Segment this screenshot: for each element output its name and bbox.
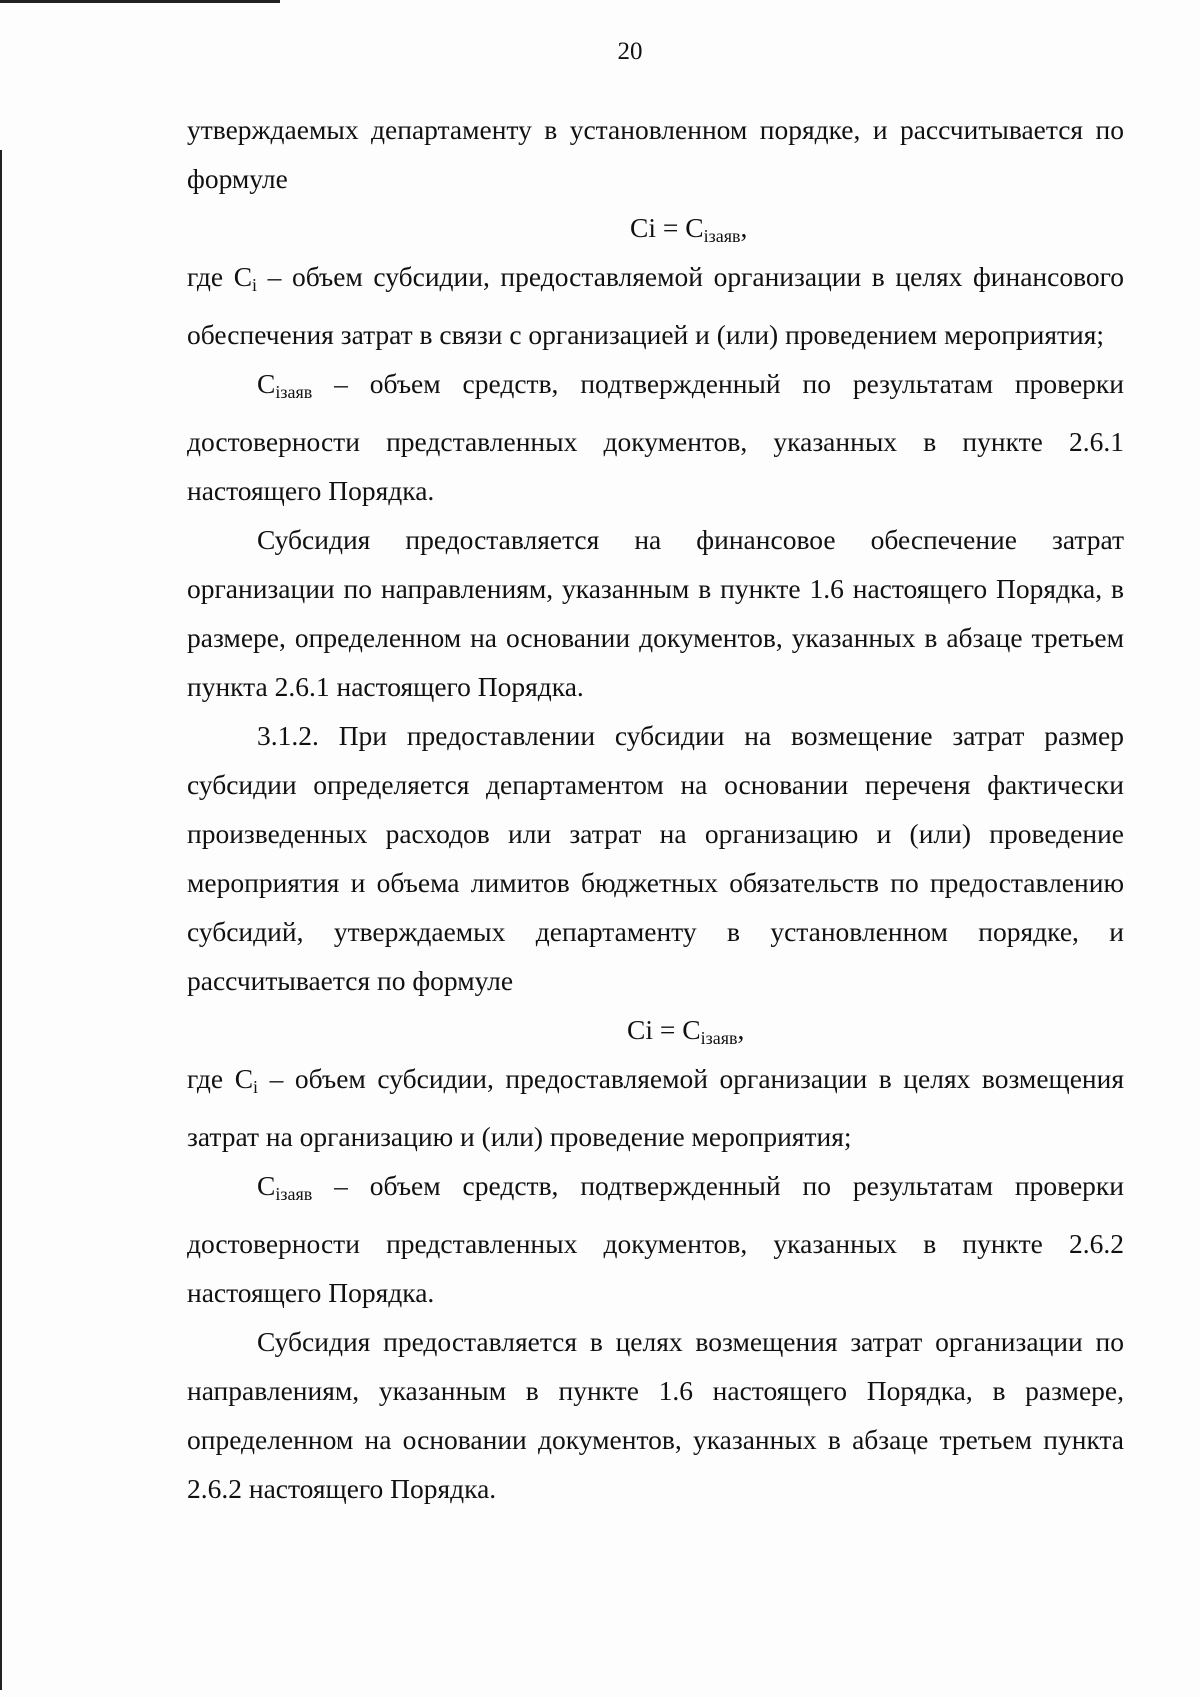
formula-2-lhs: Ci = C bbox=[627, 1014, 701, 1045]
symbol-subscript: i bbox=[253, 1077, 259, 1097]
definition-cizayav-2-symbol bbox=[257, 1170, 313, 1204]
symbol-subscript: i bbox=[252, 275, 258, 295]
formula-1-tail: , bbox=[740, 212, 748, 243]
definition-ci-2-symbol bbox=[234, 1063, 259, 1097]
definition-ci-1-symbol bbox=[233, 261, 258, 295]
paragraph-3-1-2: 3.1.2. При предоставлении субсидии на возмещение затрат размер субсидии определяется департаментом на основании переченя фактически произведенных расходов или затрат на организацию и (или) проведение мероприятия и объема лимитов бюджетных обязательств по предоставлению субсидий, утверждаемых департаменту в установленном порядке, и рассчитывается по формуле bbox=[187, 720, 1124, 996]
formula-1 bbox=[187, 203, 1124, 252]
symbol-c: C bbox=[234, 1063, 254, 1094]
symbol-c: C bbox=[233, 261, 253, 292]
paragraph-continuation: утверждаемых департаменту в установленном порядке, и рассчитывается по формуле bbox=[187, 114, 1124, 194]
definition-cizayav-2 bbox=[187, 1161, 1124, 1317]
symbol-c: C bbox=[257, 1170, 276, 1201]
definition-ci-1-lead: где bbox=[187, 261, 234, 292]
definition-cizayav-1-symbol bbox=[257, 368, 313, 402]
definition-cizayav-1-text: – объем средств, подтвержденный по результатам проверки достоверности представленных документов, указанных в пункте 2.6.1 настоящего Порядка. bbox=[187, 368, 1124, 506]
symbol-subscript: iзаяв bbox=[275, 382, 313, 402]
formula-2-subscript: iзаяв bbox=[700, 1028, 738, 1048]
paragraph-subsidy-financing: Субсидия предоставляется на финансовое обеспечение затрат организации по направлениям, указанным в пункте 1.6 настоящего Порядка, в размере, определенном на основании документов, указанных в абзаце третьем пункта 2.6.1 настоящего Порядка. bbox=[187, 524, 1124, 702]
page-number: 20 bbox=[617, 38, 643, 65]
paragraph-subsidy-reimbursement: Субсидия предоставляется в целях возмещения затрат организации по направлениям, указанным в пункте 1.6 настоящего Порядка, в размере, определенном на основании документов, указанных в абзаце третьем пункта 2.6.2 настоящего Порядка. bbox=[187, 1326, 1124, 1504]
formula-1-lhs: Ci = C bbox=[630, 212, 704, 243]
definition-cizayav-1 bbox=[187, 359, 1124, 515]
definition-ci-2-lead: где bbox=[187, 1063, 235, 1094]
formula-2-tail: , bbox=[737, 1014, 745, 1045]
definition-ci-2 bbox=[187, 1054, 1124, 1161]
definition-ci-1 bbox=[187, 252, 1124, 359]
scan-artifact-top-line bbox=[0, 0, 280, 3]
text-block-top bbox=[187, 105, 1124, 1513]
symbol-c: C bbox=[257, 368, 276, 399]
definition-cizayav-2-text: – объем средств, подтвержденный по результатам проверки достоверности представленных документов, указанных в пункте 2.6.2 настоящего Порядка. bbox=[187, 1170, 1124, 1308]
definition-ci-2-text: – объем субсидии, предоставляемой организации в целях возмещения затрат на организацию и (или) проведение мероприятия; bbox=[187, 1063, 1124, 1152]
scan-artifact-left-edge bbox=[0, 150, 2, 1690]
formula-2 bbox=[187, 1005, 1124, 1054]
symbol-subscript: iзаяв bbox=[275, 1184, 313, 1204]
definition-ci-1-text: – объем субсидии, предоставляемой организации в целях финансового обеспечения затрат в связи с организацией и (или) проведением мероприятия; bbox=[187, 261, 1124, 350]
formula-1-subscript: iзаяв bbox=[703, 226, 741, 246]
